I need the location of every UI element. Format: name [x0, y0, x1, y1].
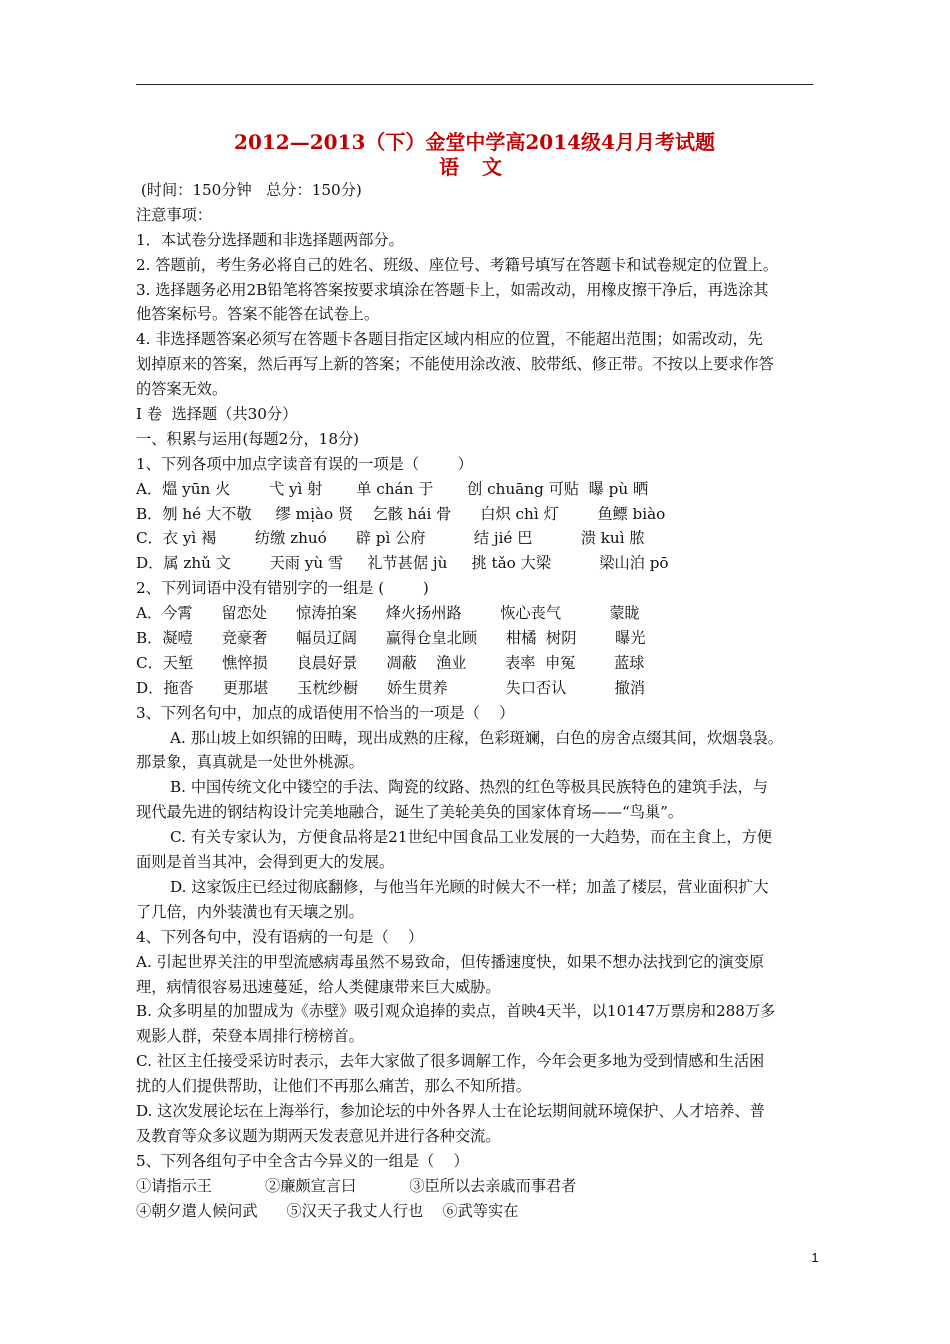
- note-line: 2. 答题前，考生务必将自己的姓名、班级、座位号、考籍号填写在答题卡和试卷规定的位置上。: [136, 255, 779, 274]
- option-line: B. 中国传统文化中镂空的手法、陶瓷的纹路、热烈的红色等极具民族特色的建筑手法，与: [170, 778, 768, 797]
- option-line: 了几倍，内外装潢也有天壤之别。: [136, 902, 364, 921]
- option-line: ④朝夕遣人候问武 ⑤汉天子我丈人行也 ⑥武等实在: [136, 1201, 519, 1220]
- question-stem: 2、下列词语中没有错别字的一组是 ( ): [136, 579, 429, 598]
- option-line: B．凝噎 竞豪奢 幅员辽阔 赢得仓皇北顾 柑橘 树阴 曝光: [136, 629, 646, 648]
- option-line: D. 这家饭庄已经过彻底翻修，与他当年光顾的时候大不一样；加盖了楼层，营业面积扩大: [170, 877, 769, 896]
- question-stem: 5、下列各组句子中全含古今异义的一组是（ ）: [136, 1151, 469, 1170]
- option-line: 面则是首当其冲，会得到更大的发展。: [136, 853, 395, 872]
- option-line: A. 引起世界关注的甲型流感病毒虽然不易致命，但传播速度快，如果不想办法找到它的演变原: [136, 952, 765, 971]
- option-line: A．今霄 留恋处 惊涛拍案 烽火扬州路 恢心丧气 蒙眬: [136, 604, 640, 623]
- note-line: 4. 非选择题答案必须写在答题卡各题目指定区域内相应的位置，不能超出范围；如需改动，先: [136, 330, 763, 349]
- option-line: 那景象，真真就是一处世外桃源。: [136, 753, 364, 772]
- option-line: 现代最先进的钢结构设计完美地融合，诞生了美轮美奂的国家体育场——“鸟巢”。: [136, 803, 684, 822]
- option-line: 理，病情很容易迅速蔓延，给人类健康带来巨大威胁。: [136, 977, 501, 996]
- note-line: 划掉原来的答案，然后再写上新的答案；不能使用涂改液、胶带纸、修正带。不按以上要求作答: [136, 355, 774, 374]
- option-line: 扰的人们提供帮助，让他们不再那么痛苦，那么不知所措。: [136, 1077, 531, 1096]
- exam-title: 2012—2013（下）金堂中学高2014级4月月考试题: [234, 130, 715, 154]
- option-line: A. 那山坡上如织锦的田畴，现出成熟的庄稼，色彩斑斓，白色的房舍点缀其间，炊烟袅袅。: [170, 728, 783, 747]
- option-line: D．属 zhǔ 文 天雨 yù 雪 礼节甚倨 jù 挑 tǎo 大梁 梁山泊 pō: [136, 554, 669, 573]
- option-line: B．刎 hé 大不敬 缪 mịào 贤 乞骸 hái 骨 白炽 chì 灯 鱼鳔 biào: [136, 504, 666, 523]
- option-line: A．熅 yūn 火 弋 yì 射 单 chán 于 创 chuāng 可贴 曝 pù 晒: [136, 479, 649, 498]
- note-line: 3. 选择题务必用2B铅笔将答案按要求填涂在答题卡上，如需改动，用橡皮擦干净后，再选涂其: [136, 280, 769, 299]
- part-heading: 一、积累与运用(每题2分，18分): [136, 429, 360, 448]
- option-line: 及教育等众多议题为期两天发表意见并进行各种交流。: [136, 1126, 501, 1145]
- option-line: C. 有关专家认为，方便食品将是21世纪中国食品工业发展的一大趋势，而在主食上，方便: [170, 828, 772, 847]
- top-rule: [136, 84, 813, 85]
- option-line: D．拖沓 更那堪 玉枕纱橱 娇生贯养 失口否认 撤消: [136, 678, 646, 697]
- question-stem: 3、下列名句中，加点的成语使用不恰当的一项是（ ）: [136, 703, 515, 722]
- option-line: C．天堑 憔悴损 良晨好景 凋蔽 渔业 表率 申冤 蓝球: [136, 653, 645, 672]
- section-heading: Ⅰ 卷 选择题（共30分）: [136, 405, 298, 424]
- page-number: 1: [811, 1250, 819, 1265]
- option-line: B. 众多明星的加盟成为《赤壁》吸引观众追捧的卖点，首映4天半，以10147万票房和288万多: [136, 1002, 776, 1021]
- note-line: 的答案无效。: [136, 380, 228, 399]
- option-line: C. 社区主任接受采访时表示，去年大家做了很多调解工作，今年会更多地为受到情感和生活困: [136, 1052, 765, 1071]
- exam-time-info: (时间：150分钟 总分：150分): [136, 181, 362, 199]
- question-stem: 4、下列各句中，没有语病的一句是（ ）: [136, 927, 424, 946]
- note-line: 他答案标号。答案不能答在试卷上。: [136, 305, 379, 324]
- option-line: C．衣 yì 褐 纺缴 zhuó 辟 pì 公府 结 jié 巴 溃 kuì 脓: [136, 529, 645, 548]
- option-line: ①请指示王 ②廉颇宣言曰 ③臣所以去亲戚而事君者: [136, 1176, 577, 1195]
- question-stem: 1、下列各项中加点字读音有误的一项是（ ）: [136, 454, 473, 473]
- note-line: 1．本试卷分选择题和非选择题两部分。: [136, 230, 404, 249]
- exam-content: [136, 178, 816, 1223]
- subject-title: 语 文: [439, 155, 510, 179]
- option-line: 观影人群，荣登本周排行榜榜首。: [136, 1027, 364, 1046]
- option-line: D. 这次发展论坛在上海举行，参加论坛的中外各界人士在论坛期间就环境保护、人才培养、普: [136, 1101, 765, 1120]
- notes-heading: 注意事项：: [136, 205, 212, 224]
